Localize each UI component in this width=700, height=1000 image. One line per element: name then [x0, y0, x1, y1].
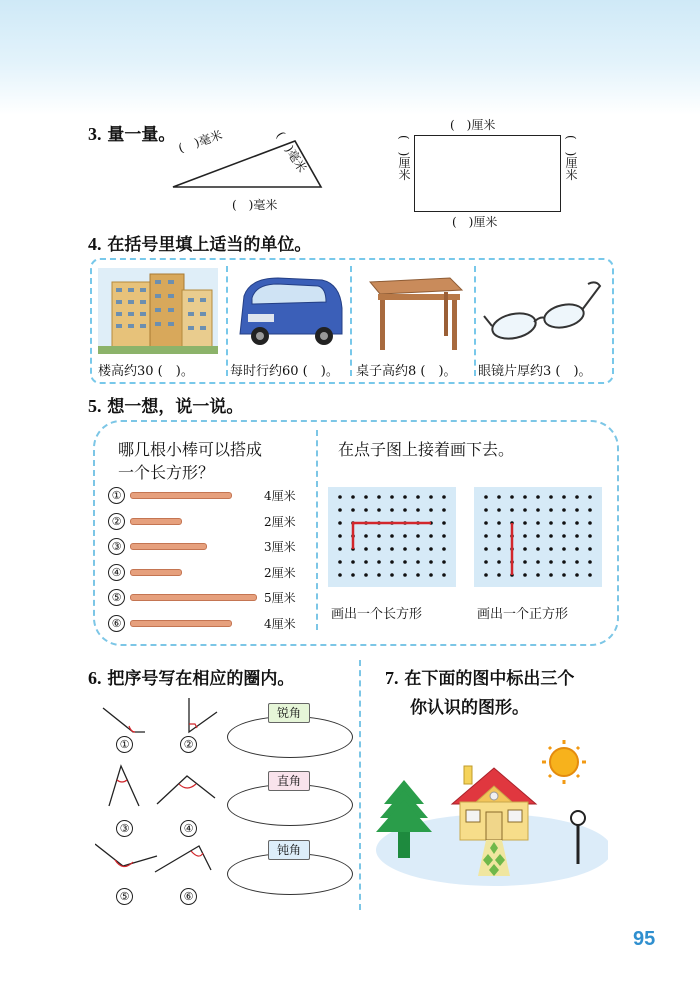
stick-row — [108, 537, 308, 557]
house-scene — [372, 738, 608, 888]
stick-index: ③ — [108, 538, 125, 555]
grid-dot — [377, 547, 381, 551]
grid-dot — [562, 495, 566, 499]
grid-dot — [588, 508, 592, 512]
q3-title: 3. 量一量。 — [88, 124, 176, 145]
triangle-label-bottom: ( )毫米 — [232, 198, 278, 212]
grid-dot — [484, 534, 488, 538]
q7-title: 7. 在下面的图中标出三个 — [385, 668, 575, 689]
grid-dot — [549, 508, 553, 512]
stick-length-label: 3厘米 — [264, 540, 296, 554]
grid-dot — [536, 560, 540, 564]
grid-dot — [588, 573, 592, 577]
card-separator — [226, 266, 228, 376]
angle-label-1: ① — [116, 736, 133, 753]
grid-dot — [403, 547, 407, 551]
grid-dot — [497, 521, 501, 525]
grid-dot — [510, 508, 514, 512]
grid-dot — [562, 534, 566, 538]
caption-glasses: 眼镜片厚约3 ( )。 — [478, 364, 592, 379]
grid-dot — [523, 534, 527, 538]
grid-dot — [562, 560, 566, 564]
grid-dot — [497, 560, 501, 564]
dot-grid-rectangle — [328, 487, 456, 587]
grid-dot — [364, 560, 368, 564]
q5-right-prompt: 在点子图上接着画下去。 — [338, 440, 515, 459]
grid-dot — [484, 547, 488, 551]
grid-dot — [403, 573, 407, 577]
angle-label-2: ② — [180, 736, 197, 753]
grid-dot — [377, 534, 381, 538]
rect-label-top: ( )厘米 — [450, 118, 496, 132]
card-glasses — [478, 268, 600, 379]
grid-dot — [442, 508, 446, 512]
grid-dot — [338, 534, 342, 538]
grid-dot — [429, 560, 433, 564]
stick-row — [108, 563, 308, 583]
grid-dot — [575, 521, 579, 525]
grid-dot — [588, 495, 592, 499]
grid-dot — [364, 508, 368, 512]
caption-building: 楼高约30 ( )。 — [98, 364, 194, 379]
grid-dot — [364, 534, 368, 538]
stick-length-label: 2厘米 — [264, 565, 296, 580]
grid-dot — [377, 508, 381, 512]
tag-obtuse: 钝角 — [268, 840, 310, 860]
grid-dot — [523, 547, 527, 551]
stick-bar — [130, 518, 182, 525]
grid-dot — [390, 547, 394, 551]
van-image — [230, 268, 350, 354]
card-table — [356, 268, 478, 379]
stick-bar — [130, 620, 232, 627]
grid-dot — [338, 547, 342, 551]
grid-dot — [536, 508, 540, 512]
grid-dot — [364, 573, 368, 577]
grid-dot — [390, 508, 394, 512]
q7-title-line2: 你认识的图形。 — [410, 698, 529, 718]
grid-dot — [588, 534, 592, 538]
grid-dot — [442, 573, 446, 577]
grid-dot — [588, 547, 592, 551]
q3-rectangle — [414, 135, 561, 212]
card-separator — [474, 266, 476, 376]
grid-dot — [562, 508, 566, 512]
stick-row — [108, 588, 308, 608]
rect-label-bottom: ( )厘米 — [452, 215, 498, 229]
grid-dot — [497, 547, 501, 551]
grid-dot — [536, 521, 540, 525]
q5-left-prompt-line2: 一个长方形？ — [118, 463, 215, 482]
glasses-image — [478, 268, 606, 354]
grid-dot — [377, 560, 381, 564]
grid-dot — [536, 495, 540, 499]
grid-dot — [523, 560, 527, 564]
grid-dot — [549, 495, 553, 499]
angle-figures — [95, 690, 230, 900]
triangle-label-left: ( )毫米 — [176, 127, 225, 156]
stick-index: ④ — [108, 564, 125, 581]
stick-bar — [130, 569, 182, 576]
grid-dot — [351, 495, 355, 499]
grid-dot — [575, 495, 579, 499]
grid-dot — [416, 573, 420, 577]
grid-dot — [429, 573, 433, 577]
stick-bar — [130, 594, 257, 601]
q5-divider — [316, 430, 318, 630]
stick-index: ⑥ — [108, 615, 125, 632]
tag-acute: 锐角 — [268, 703, 310, 723]
header-band — [0, 0, 700, 115]
grid-dot — [562, 547, 566, 551]
grid-dot — [536, 534, 540, 538]
stick-index: ② — [108, 513, 125, 530]
grid-dot — [403, 560, 407, 564]
stick-row — [108, 614, 308, 634]
grid-dot — [549, 547, 553, 551]
caption-van: 每时行约60 ( )。 — [230, 364, 339, 379]
grid-dot — [390, 573, 394, 577]
building-image — [98, 268, 218, 354]
grid-dot — [442, 560, 446, 564]
grid-dot — [390, 495, 394, 499]
grid-dot — [364, 495, 368, 499]
grid-dot — [536, 547, 540, 551]
stick-index: ⑤ — [108, 589, 125, 606]
page-number: 95 — [633, 928, 656, 950]
grid-dot — [377, 495, 381, 499]
grid-dot — [403, 534, 407, 538]
grid-dot — [351, 560, 355, 564]
grid-dot — [497, 508, 501, 512]
grid-dot — [429, 534, 433, 538]
grid-dot — [442, 521, 446, 525]
grid-dot — [575, 547, 579, 551]
grid-dot — [562, 521, 566, 525]
grid-dot — [484, 573, 488, 577]
grid-dot — [588, 521, 592, 525]
grid-dot — [403, 495, 407, 499]
caption-table: 桌子高约8 ( )。 — [356, 364, 457, 379]
grid-dot — [484, 495, 488, 499]
angle-label-5: ⑤ — [116, 888, 133, 905]
grid-dot — [484, 560, 488, 564]
grid-dot — [497, 573, 501, 577]
grid-dot — [442, 547, 446, 551]
stick-row — [108, 486, 308, 506]
stick-bar — [130, 492, 232, 499]
grid-dot — [588, 560, 592, 564]
grid-dot — [416, 508, 420, 512]
rect-label-left: ( )厘米 — [397, 135, 411, 181]
grid-dot — [497, 534, 501, 538]
stick-bar — [130, 543, 207, 550]
dot-grid-square — [474, 487, 602, 587]
grid-dot — [390, 534, 394, 538]
grid-dot — [575, 560, 579, 564]
grid-dot — [549, 573, 553, 577]
angle-label-4: ④ — [180, 820, 197, 837]
stick-length-label: 4厘米 — [264, 489, 296, 503]
grid-dot — [338, 495, 342, 499]
stick-index: ① — [108, 487, 125, 504]
stick-length-label: 5厘米 — [264, 591, 296, 605]
grid-dot — [351, 573, 355, 577]
grid-dot — [416, 547, 420, 551]
card-separator — [350, 266, 352, 376]
dot-caption-right: 画出一个正方形 — [477, 607, 569, 622]
q5-title: 5. 想一想，说一说。 — [88, 396, 244, 417]
grid-dot — [523, 573, 527, 577]
card-van — [230, 268, 352, 379]
grid-dot — [510, 495, 514, 499]
grid-dot — [429, 508, 433, 512]
dot-caption-left: 画出一个长方形 — [331, 607, 423, 622]
grid-dot — [536, 573, 540, 577]
grid-dot — [575, 534, 579, 538]
grid-dot — [575, 508, 579, 512]
triangle-label-right: ( )毫米 — [273, 129, 310, 175]
grid-dot — [390, 560, 394, 564]
grid-dot — [416, 560, 420, 564]
q4-picture-strip — [90, 258, 614, 384]
grid-dot — [442, 534, 446, 538]
q6-q7-divider — [359, 660, 361, 910]
stick-length-label: 2厘米 — [264, 514, 296, 529]
grid-dot — [338, 560, 342, 564]
grid-dot — [575, 573, 579, 577]
table-image — [356, 268, 476, 354]
grid-dot — [338, 521, 342, 525]
grid-dot — [377, 573, 381, 577]
tag-right: 直角 — [268, 771, 310, 791]
grid-dot — [523, 495, 527, 499]
grid-dot — [549, 560, 553, 564]
grid-dot — [523, 521, 527, 525]
q6-title: 6. 把序号写在相应的圈内。 — [88, 668, 295, 689]
q5-left-prompt-line1: 哪几根小棒可以搭成 — [118, 440, 263, 459]
grid-dot — [497, 495, 501, 499]
stick-row — [108, 512, 308, 532]
angle-label-3: ③ — [116, 820, 133, 837]
grid-dot — [484, 508, 488, 512]
grid-dot — [416, 495, 420, 499]
grid-dot — [429, 547, 433, 551]
grid-dot — [338, 508, 342, 512]
grid-dot — [403, 508, 407, 512]
grid-dot — [338, 573, 342, 577]
grid-dot — [484, 521, 488, 525]
grid-dot — [549, 521, 553, 525]
grid-dot — [549, 534, 553, 538]
grid-dot — [562, 573, 566, 577]
q4-title: 4. 在括号里填上适当的单位。 — [88, 234, 312, 255]
grid-dot — [523, 508, 527, 512]
stick-length-label: 4厘米 — [264, 616, 296, 631]
rect-label-right: ( )厘米 — [564, 135, 578, 181]
grid-dot — [351, 508, 355, 512]
grid-dot — [442, 495, 446, 499]
grid-dot — [416, 534, 420, 538]
grid-dot — [429, 495, 433, 499]
card-building — [98, 268, 220, 379]
grid-dot — [364, 547, 368, 551]
angle-label-6: ⑥ — [180, 888, 197, 905]
